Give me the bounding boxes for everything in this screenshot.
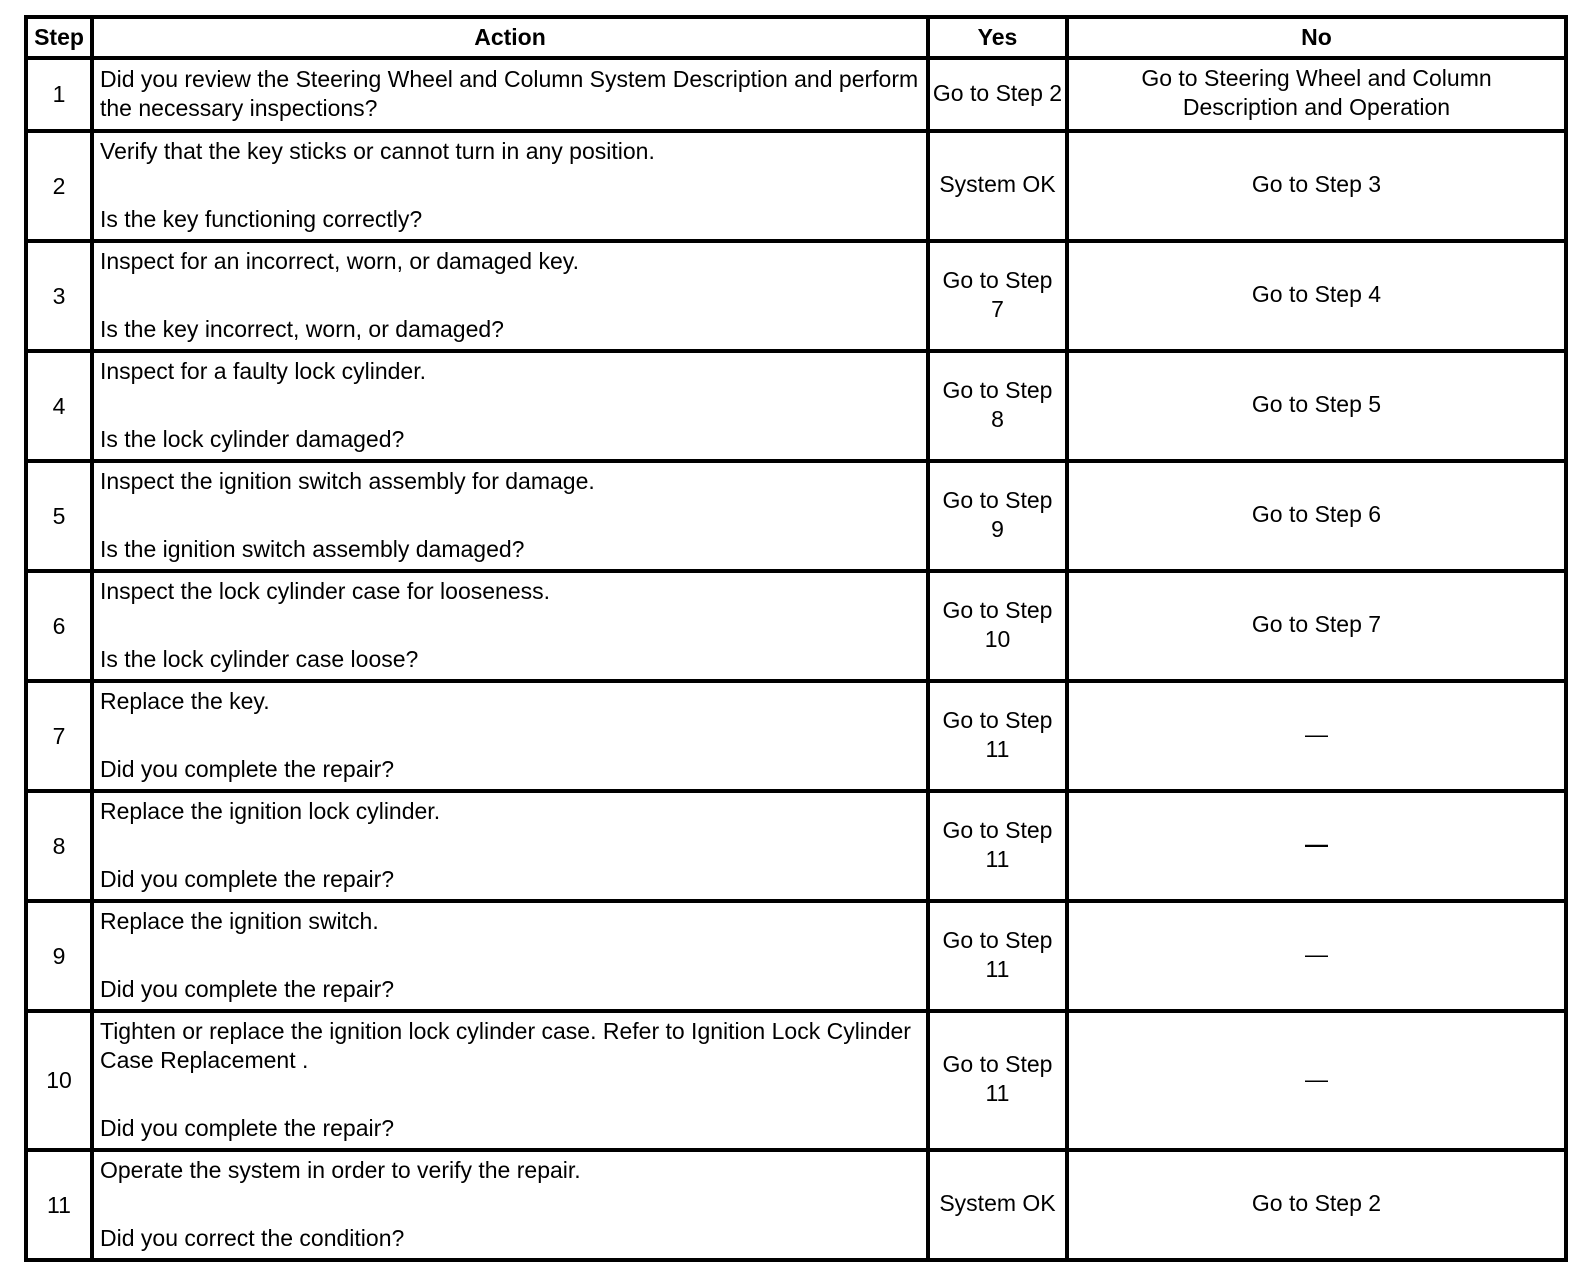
step-number: 10 — [26, 1011, 92, 1150]
table-row — [26, 58, 1566, 131]
no-result: Go to Step 4 — [1067, 241, 1566, 351]
action-instruction: Replace the ignition switch. — [100, 908, 379, 934]
action-question: Did you complete the repair? — [100, 756, 395, 782]
no-result: Go to Step 6 — [1067, 461, 1566, 571]
action-question: Is the ignition switch assembly damaged? — [100, 536, 525, 562]
action-text — [92, 791, 928, 901]
action-text — [92, 351, 928, 461]
table-row — [26, 131, 1566, 241]
header-row — [26, 17, 1566, 58]
action-text — [92, 571, 928, 681]
no-result: Go to Step 3 — [1067, 131, 1566, 241]
no-result: — — [1067, 901, 1566, 1011]
action-instruction: Tighten or replace the ignition lock cylinder case. Refer to Ignition Lock Cylinder Case Replacement . — [100, 1018, 911, 1073]
yes-result: Go to Step 2 — [928, 58, 1067, 131]
no-result: — — [1067, 681, 1566, 791]
action-question: Did you complete the repair? — [100, 976, 395, 1002]
action-question: Is the key incorrect, worn, or damaged? — [100, 316, 504, 342]
yes-result: Go to Step 9 — [928, 461, 1067, 571]
step-number: 4 — [26, 351, 92, 461]
action-question: Is the lock cylinder damaged? — [100, 426, 405, 452]
step-number: 6 — [26, 571, 92, 681]
action-instruction: Inspect for a faulty lock cylinder. — [100, 358, 426, 384]
no-result: Go to Steering Wheel and Column Description and Operation — [1067, 58, 1566, 131]
table-row — [26, 791, 1566, 901]
table-row — [26, 241, 1566, 351]
step-number: 1 — [26, 58, 92, 131]
action-instruction: Replace the key. — [100, 688, 270, 714]
yes-result: System OK — [928, 1150, 1067, 1260]
table-row — [26, 571, 1566, 681]
action-text — [92, 131, 928, 241]
no-result: — — [1067, 791, 1566, 901]
no-result: Go to Step 7 — [1067, 571, 1566, 681]
step-number: 11 — [26, 1150, 92, 1260]
action-text — [92, 461, 928, 571]
table-row — [26, 1011, 1566, 1150]
action-text — [92, 58, 928, 131]
yes-result: Go to Step 11 — [928, 1011, 1067, 1150]
action-text — [92, 681, 928, 791]
action-instruction: Verify that the key sticks or cannot turn in any position. — [100, 138, 655, 164]
yes-result: Go to Step 11 — [928, 681, 1067, 791]
table-row — [26, 351, 1566, 461]
action-instruction: Inspect for an incorrect, worn, or damaged key. — [100, 248, 579, 274]
yes-result: Go to Step 8 — [928, 351, 1067, 461]
action-instruction: Inspect the lock cylinder case for looseness. — [100, 578, 551, 604]
action-instruction: Did you review the Steering Wheel and Column System Description and perform the necessary inspections? — [100, 66, 919, 121]
action-question: Did you correct the condition? — [100, 1225, 405, 1251]
action-text — [92, 901, 928, 1011]
action-text — [92, 1150, 928, 1260]
action-question: Is the key functioning correctly? — [100, 206, 423, 232]
action-text — [92, 1011, 928, 1150]
step-number: 9 — [26, 901, 92, 1011]
table-row — [26, 681, 1566, 791]
header-step: Step — [26, 17, 92, 58]
yes-result: System OK — [928, 131, 1067, 241]
action-question: Is the lock cylinder case loose? — [100, 646, 419, 672]
action-question: Did you complete the repair? — [100, 866, 395, 892]
action-instruction: Inspect the ignition switch assembly for damage. — [100, 468, 595, 494]
step-number: 5 — [26, 461, 92, 571]
no-result: — — [1067, 1011, 1566, 1150]
table-row — [26, 461, 1566, 571]
yes-result: Go to Step 7 — [928, 241, 1067, 351]
table-row — [26, 1150, 1566, 1260]
diagnostic-table — [24, 15, 1568, 1262]
action-text — [92, 241, 928, 351]
yes-result: Go to Step 11 — [928, 901, 1067, 1011]
yes-result: Go to Step 11 — [928, 791, 1067, 901]
header-yes: Yes — [928, 17, 1067, 58]
action-question: Did you complete the repair? — [100, 1115, 395, 1141]
yes-result: Go to Step 10 — [928, 571, 1067, 681]
step-number: 3 — [26, 241, 92, 351]
table-row — [26, 901, 1566, 1011]
action-instruction: Operate the system in order to verify the repair. — [100, 1157, 581, 1183]
action-instruction: Replace the ignition lock cylinder. — [100, 798, 441, 824]
step-number: 8 — [26, 791, 92, 901]
step-number: 2 — [26, 131, 92, 241]
no-result: Go to Step 2 — [1067, 1150, 1566, 1260]
header-action: Action — [92, 17, 928, 58]
step-number: 7 — [26, 681, 92, 791]
header-no: No — [1067, 17, 1566, 58]
no-result: Go to Step 5 — [1067, 351, 1566, 461]
